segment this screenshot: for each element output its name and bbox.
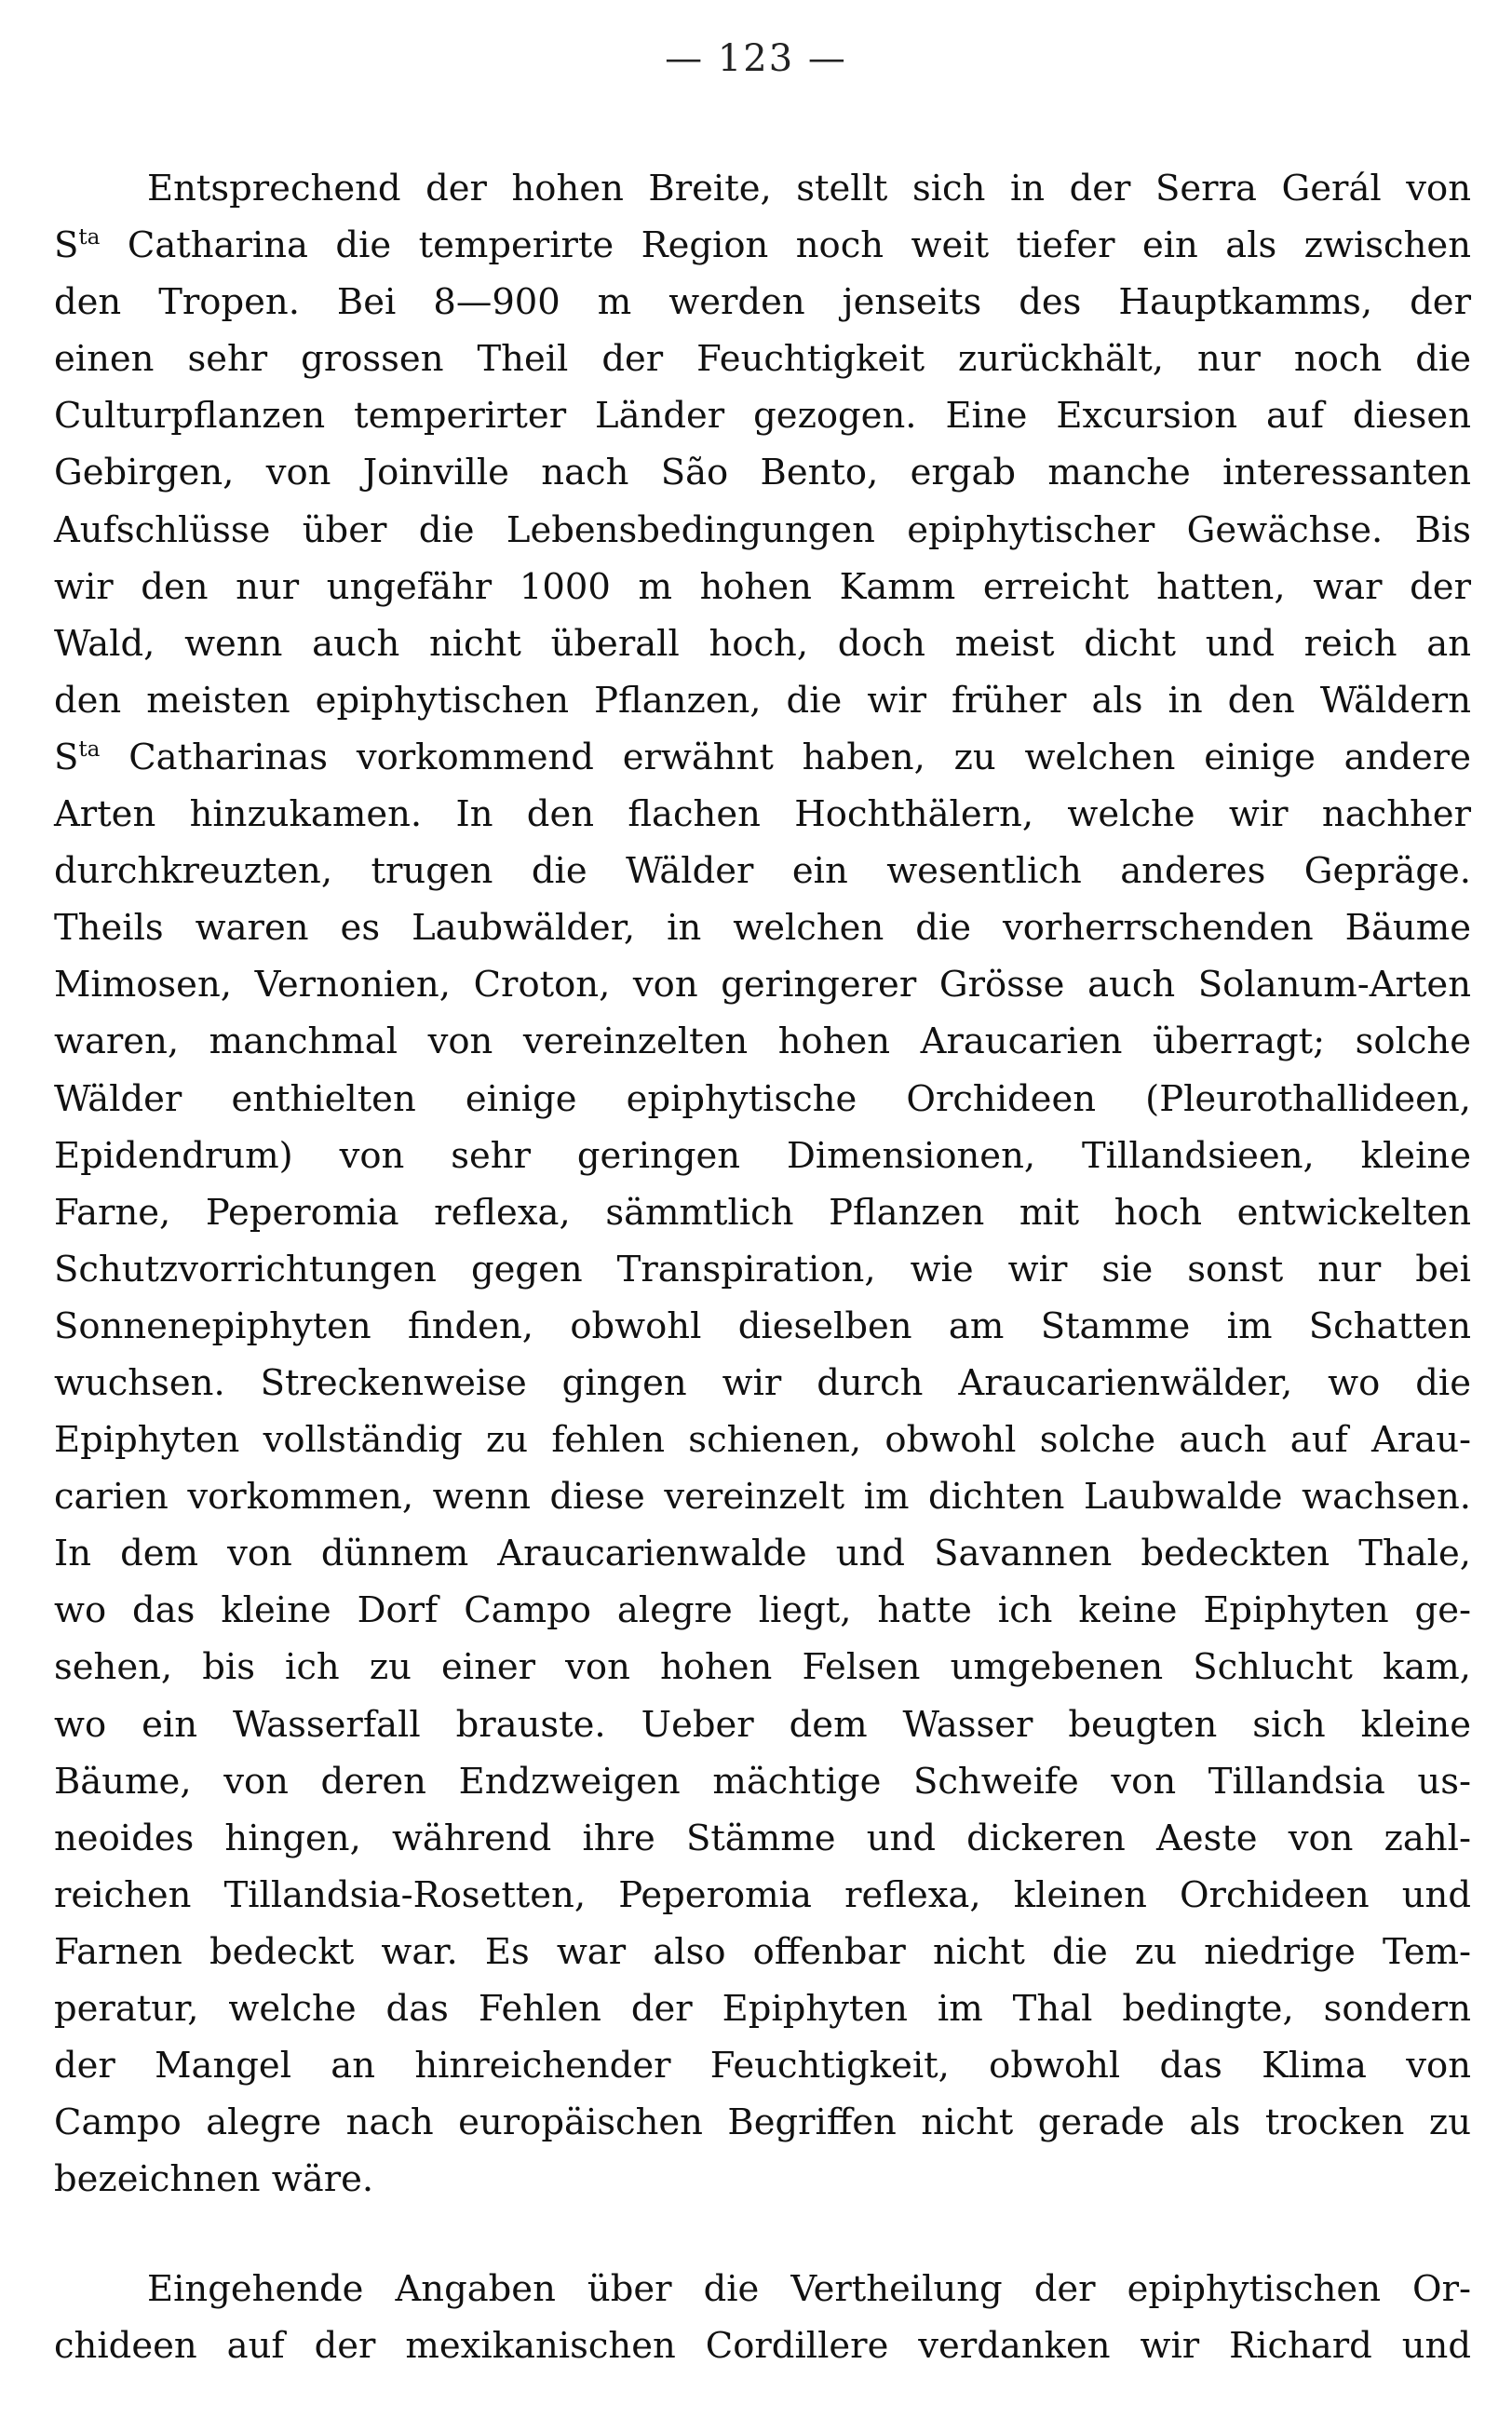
text-line: durchkreuzten, trugen die Wälder ein wesentlich anderes Gepräge. bbox=[54, 850, 1471, 893]
text-line: Campo alegre nach europäischen Begriffen nicht gerade als trocken zu bbox=[54, 2101, 1471, 2144]
text-line: Gebirgen, von Joinville nach São Bento, ergab manche interessanten bbox=[54, 452, 1471, 494]
text-line: neoides hingen, während ihre Stämme und dickeren Aeste von zahl- bbox=[54, 1817, 1471, 1859]
text-line: Aufschlüsse über die Lebensbedingungen epiphytischer Gewächse. Bis bbox=[54, 508, 1471, 551]
text-line: Wald, wenn auch nicht überall hoch, doch meist dicht und reich an bbox=[54, 622, 1471, 665]
text-line: Entsprechend der hohen Breite, stellt sich in der Serra Gerál von bbox=[147, 168, 1471, 209]
paragraph bbox=[54, 160, 1471, 2208]
text-line: Theils waren es Laubwälder, in welchen die vorherrschenden Bäume bbox=[54, 907, 1471, 950]
text-line: peratur, welche das Fehlen der Epiphyten im Thal bedingte, sondern bbox=[54, 1988, 1471, 2030]
text-line: wuchsen. Streckenweise gingen wir durch Araucarienwälder, wo die bbox=[54, 1361, 1471, 1404]
text-line: waren, manchmal von vereinzelten hohen Araucarien überragt; solche bbox=[54, 1020, 1471, 1063]
page-number: — 123 — bbox=[665, 37, 847, 80]
text-line: wo das kleine Dorf Campo alegre liegt, hatte ich keine Epiphyten ge- bbox=[54, 1589, 1471, 1632]
text-line: wo ein Wasserfall brauste. Ueber dem Wasser beugten sich kleine bbox=[54, 1703, 1471, 1746]
text-line: Epidendrum) von sehr geringen Dimensionen, Tillandsieen, kleine bbox=[54, 1134, 1471, 1177]
text-line: Wälder enthielten einige epiphytische Orchideen (Pleurothallideen, bbox=[54, 1077, 1471, 1120]
text-line: den meisten epiphytischen Pflanzen, die wir früher als in den Wäldern bbox=[54, 679, 1471, 722]
text-line: $S^{ta}$ Catharinas vorkommend erwähnt haben, zu welchen einige andere bbox=[54, 736, 1471, 778]
text-line: Farne, Peperomia reflexa, sämmtlich Pflanzen mit hoch entwickelten bbox=[54, 1191, 1471, 1234]
text-line: carien vorkommen, wenn diese vereinzelt im dichten Laubwalde wachsen. bbox=[54, 1476, 1471, 1519]
text-line: einen sehr grossen Theil der Feuchtigkeit zurückhält, nur noch die bbox=[54, 338, 1471, 381]
text-line: reichen Tillandsia-Rosetten, Peperomia reflexa, kleinen Orchideen und bbox=[54, 1873, 1471, 1916]
text-line: $S^{ta}$ Catharina die temperirte Region noch weit tiefer ein als zwischen bbox=[54, 224, 1471, 267]
text-line: In dem von dünnem Araucarienwalde und Savannen bedeckten Thale, bbox=[54, 1533, 1471, 1575]
text-line: chideen auf der mexikanischen Cordillere verdanken wir Richard und bbox=[54, 2325, 1471, 2368]
text-line: Culturpflanzen temperirter Länder gezogen. Eine Excursion auf diesen bbox=[54, 395, 1471, 438]
text-line: Sonnenepiphyten finden, obwohl dieselben am Stamme im Schatten bbox=[54, 1304, 1471, 1347]
text-line: Epiphyten vollständig zu fehlen schienen, obwohl solche auch auf Arau- bbox=[54, 1419, 1471, 1462]
text-line: Eingehende Angaben über die Vertheilung der epiphytischen Or- bbox=[147, 2268, 1471, 2310]
text-line: bezeichnen wäre. bbox=[54, 2158, 374, 2201]
text-line: der Mangel an hinreichender Feuchtigkeit, obwohl das Klima von bbox=[54, 2045, 1471, 2087]
text-line: Bäume, von deren Endzweigen mächtige Schweife von Tillandsia us- bbox=[54, 1760, 1471, 1803]
text-line: wir den nur ungefähr 1000 m hohen Kamm erreicht hatten, war der bbox=[54, 565, 1471, 608]
text-line: sehen, bis ich zu einer von hohen Felsen umgebenen Schlucht kam, bbox=[54, 1646, 1471, 1689]
text-line: Farnen bedeckt war. Es war also offenbar nicht die zu niedrige Tem- bbox=[54, 1930, 1471, 1973]
text-line: Arten hinzukamen. In den flachen Hochthälern, welche wir nachher bbox=[54, 793, 1471, 836]
text-line: Schutzvorrichtungen gegen Transpiration, wie wir sie sonst nur bei bbox=[54, 1248, 1471, 1290]
text-line: Mimosen, Vernonien, Croton, von geringerer Grösse auch Solanum-Arten bbox=[54, 964, 1471, 1007]
paragraph bbox=[54, 2261, 1471, 2374]
text-line: den Tropen. Bei 8—900 m werden jenseits des Hauptkamms, der bbox=[54, 281, 1471, 324]
